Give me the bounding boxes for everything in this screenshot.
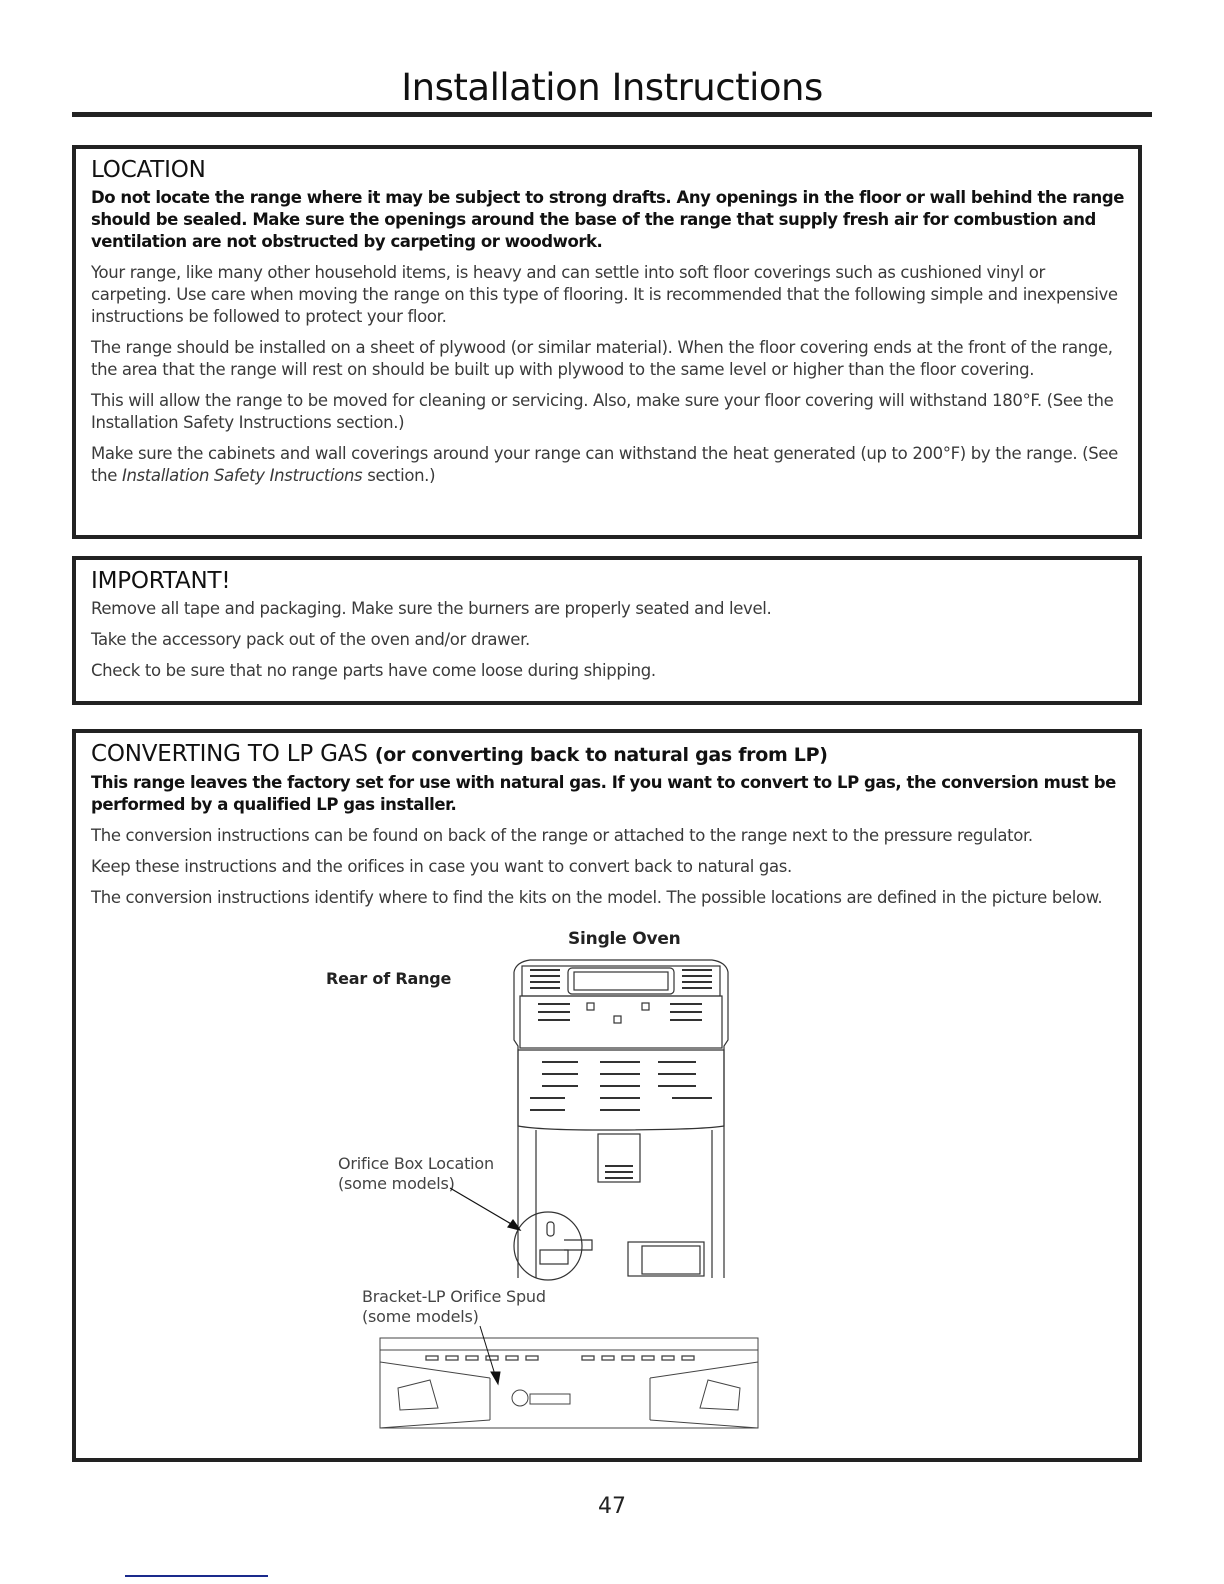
- diagram-title: Single Oven: [568, 929, 681, 949]
- footer-link-rule: [125, 1575, 268, 1577]
- important-item-1: Remove all tape and packaging. Make sure the burners are properly seated and level.: [91, 599, 772, 618]
- orifice-box-label-line2: (some models): [338, 1174, 455, 1193]
- location-paragraph-1: Your range, like many other household items, is heavy and can settle into soft floor coverings such as cushioned vinyl or carpeting. Use care when moving the range on this type of flooring. It is recommended that the following simple and inexpensive instructions be followed to protect your floor.: [91, 263, 1118, 326]
- location-warning: Do not locate the range where it may be subject to strong drafts. Any openings in the floor or wall behind the range should be sealed. Make sure the openings around the base of the range that supply fresh air for combustion and ventilation are not obstructed by carpeting or woodwork.: [91, 188, 1124, 251]
- lp-paragraph-2: Keep these instructions and the orifices in case you want to convert back to natural gas.: [91, 857, 792, 876]
- important-item-3: Check to be sure that no range parts have come loose during shipping.: [91, 661, 656, 680]
- important-section: [72, 556, 1142, 705]
- title-rule: [72, 112, 1152, 117]
- lp-heading-main: CONVERTING TO LP GAS: [91, 741, 368, 767]
- page-number: 47: [598, 1494, 626, 1519]
- location-paragraph-3: This will allow the range to be moved for cleaning or servicing. Also, make sure your floor covering will withstand 180°F. (See the Installation Safety Instructions section.): [91, 391, 1114, 432]
- lp-warning: This range leaves the factory set for use with natural gas. If you want to convert to LP gas, the conversion must be performed by a qualified LP gas installer.: [91, 773, 1116, 814]
- location-p4-tail: section.): [362, 466, 436, 485]
- orifice-box-label-line1: Orifice Box Location: [338, 1154, 494, 1173]
- location-p4-text: Make sure the cabinets and wall coverings around your range can withstand the heat generated (up to 200°F) by the range. (See the: [91, 444, 1118, 485]
- location-section: [72, 145, 1142, 539]
- page-title: Installation Instructions: [401, 66, 823, 109]
- orifice-box-label: [338, 1154, 494, 1194]
- location-paragraph-4: [91, 443, 1124, 487]
- lp-paragraph-1: The conversion instructions can be found on back of the range or attached to the range next to the pressure regulator.: [91, 826, 1033, 845]
- bracket-label-line2: (some models): [362, 1307, 479, 1326]
- lp-heading: [91, 739, 1124, 770]
- safety-instructions-ref: Installation Safety Instructions: [121, 466, 363, 485]
- important-heading: IMPORTANT!: [91, 568, 231, 594]
- lp-paragraph-3: The conversion instructions identify where to find the kits on the model. The possible locations are defined in the picture below.: [91, 888, 1103, 907]
- lp-conversion-section: [72, 729, 1142, 1462]
- location-heading: LOCATION: [91, 157, 206, 183]
- bracket-label: [362, 1287, 546, 1327]
- lp-heading-sub: (or converting back to natural gas from LP): [374, 744, 828, 766]
- important-item-2: Take the accessory pack out of the oven and/or drawer.: [91, 630, 530, 649]
- location-paragraph-2: The range should be installed on a sheet of plywood (or similar material). When the floor covering ends at the front of the range, the area that the range will rest on should be built up with plywood to the same level or higher than the floor covering.: [91, 338, 1113, 379]
- bracket-label-line1: Bracket-LP Orifice Spud: [362, 1287, 546, 1306]
- rear-of-range-label: Rear of Range: [326, 969, 452, 988]
